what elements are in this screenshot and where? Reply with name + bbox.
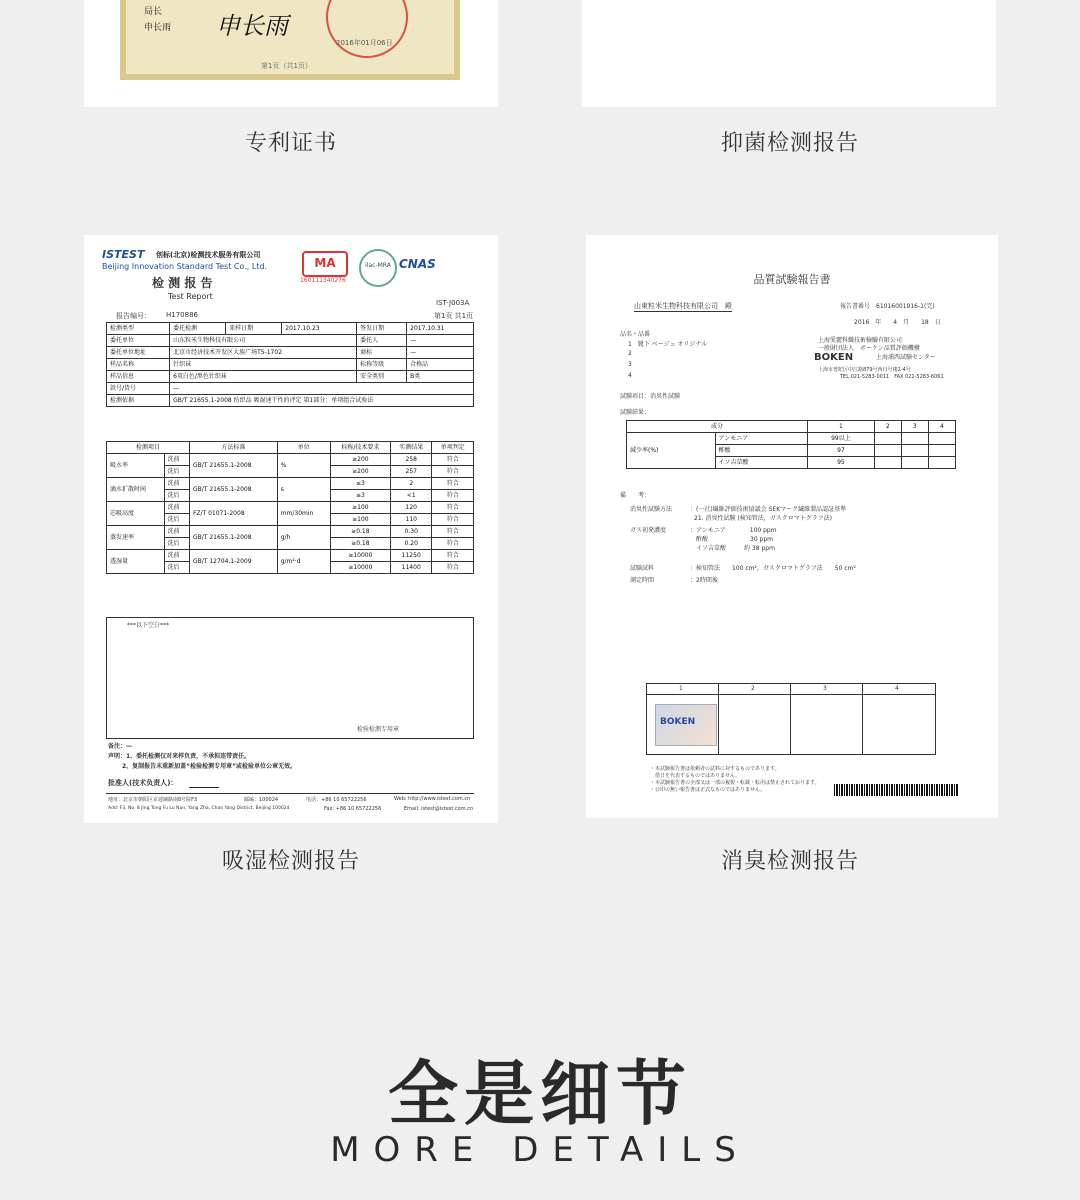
table-cell: 洗前 — [164, 526, 189, 538]
table-cell: 样品名称 — [107, 359, 170, 371]
approver-label: 批准人(技术负责人)： — [108, 779, 178, 787]
table-cell — [874, 445, 901, 457]
boken-sample-label: 試験試料 — [630, 565, 655, 572]
table-cell: <1 — [390, 490, 431, 502]
table-row — [107, 347, 474, 359]
certificate-date: 2016年01月06日 — [336, 39, 393, 47]
boken-lab-tel: TEL 021-5283-0011 FAX 021-5283-6061 — [840, 374, 944, 380]
footer-fax: Fax: +86 10 65722256 — [324, 806, 382, 812]
header-cell: 单项判定 — [432, 442, 474, 454]
table-cell: 洗前 — [164, 454, 189, 466]
table-cell: 委托单位 — [107, 335, 170, 347]
report-page: 第1页 共1页 — [434, 312, 474, 320]
table-row — [107, 371, 474, 383]
column-divider — [790, 684, 791, 754]
boken-date: 2016 年 4 月 18 日 — [854, 319, 941, 326]
table-cell: アンモニア — [715, 433, 808, 445]
boken-item-2: 2 — [628, 350, 632, 357]
report-number: H170886 — [166, 311, 198, 319]
ma-logo-icon: MA — [302, 251, 348, 277]
table-row — [107, 454, 474, 466]
ilac-mra-logo-icon: ilac-MRA — [359, 249, 397, 287]
boken-gas-1: ：アンモニア 100 ppm — [690, 527, 777, 534]
director-label: 局长 — [144, 7, 163, 17]
table-cell: 商标 — [357, 347, 407, 359]
boken-lab-name: 上海愛麗科織技術檢驗有限公司 — [818, 337, 903, 344]
table-row — [107, 359, 474, 371]
header-cell: 2 — [874, 421, 901, 433]
footer-address: 地址：北京市朝阳区京通辅路南8号院F3 — [108, 797, 198, 803]
boken-logo: BOKEN — [814, 352, 854, 363]
boken-lab-sub1: 一般財団法人 ボーケン品質評価機構 — [818, 345, 920, 352]
table-cell: 2 — [390, 478, 431, 490]
row-label: 減少率(%) — [627, 433, 716, 469]
table-cell: 吸水率 — [107, 454, 165, 478]
remark: 备注：— — [108, 743, 133, 750]
report-title-en: Test Report — [168, 292, 213, 301]
table-cell: ≥10000 — [330, 550, 390, 562]
boken-item-1: 1 靴下 ベージュ オリジナル — [628, 341, 708, 348]
boken-test-item: 試験項目：消臭性試験 — [620, 393, 681, 400]
table-row — [107, 383, 474, 395]
boken-footer-2: 借日を代表するものではありません。 — [650, 773, 741, 779]
table-cell: 滴水扩散时间 — [107, 478, 165, 502]
table-cell: — — [407, 347, 474, 359]
table-cell: g/h — [277, 526, 330, 550]
footer-divider — [106, 793, 474, 794]
caption-moisture: 吸湿检测报告 — [221, 849, 360, 874]
table-cell: 款号/货号 — [107, 383, 170, 395]
patent-certificate-image — [120, 0, 460, 80]
table-cell: 2017.10.23 — [282, 323, 357, 335]
photo-header-row — [647, 684, 935, 695]
table-cell: 委托检测 — [170, 323, 226, 335]
table-cell: 芯吸高度 — [107, 502, 165, 526]
table-cell — [874, 457, 901, 469]
report-code: IST-J003A — [436, 299, 470, 307]
table-cell: 0.30 — [390, 526, 431, 538]
director-signature: 申长雨 — [216, 12, 288, 40]
table-cell: ≥10000 — [330, 562, 390, 574]
moisture-report-card — [84, 235, 498, 823]
table-cell: GB/T 21655.1-2008 纺织品 吸湿速干性的评定 第1部分：单项组合试验法 — [170, 395, 474, 407]
table-cell: ≤3 — [330, 478, 390, 490]
table-cell: ≥100 — [330, 514, 390, 526]
table-cell — [928, 433, 955, 445]
header-cell: 1 — [808, 421, 875, 433]
table-cell: 11250 — [390, 550, 431, 562]
table-cell: 合格品 — [407, 359, 474, 371]
caption-patent: 专利证书 — [244, 131, 337, 156]
sample-boken-label: BOKEN — [660, 717, 696, 727]
boken-photo-table — [646, 683, 936, 755]
table-cell: 蒸发速率 — [107, 526, 165, 550]
table-cell: ≥0.18 — [330, 538, 390, 550]
table-row — [627, 433, 956, 445]
boken-time-label: 測定時間 — [630, 577, 655, 584]
table-row — [107, 502, 474, 514]
table-cell: 洗前 — [164, 502, 189, 514]
table-cell: 洗后 — [164, 466, 189, 478]
blank-note: ***以下空白*** — [127, 622, 170, 629]
boken-sample-text: ：検知管法 100 cm²，ガスクロマトグラフ法 50 cm² — [690, 565, 856, 572]
table-cell: 符合 — [432, 466, 474, 478]
section-title: 全是细节 — [388, 1053, 692, 1135]
table-cell: 洗前 — [164, 478, 189, 490]
table-cell: 检测依据 — [107, 395, 170, 407]
column-divider — [718, 684, 719, 754]
table-header-row — [107, 442, 474, 454]
photo-header-2: 2 — [751, 685, 755, 692]
boken-note-label: 備 考： — [620, 492, 651, 499]
table-row — [107, 335, 474, 347]
footer-postcode: 邮编：100024 — [244, 797, 279, 803]
table-cell: 透湿量 — [107, 550, 165, 574]
table-cell: 洗后 — [164, 490, 189, 502]
table-cell: 99以上 — [808, 433, 875, 445]
table-cell: 符合 — [432, 538, 474, 550]
caption-antibacterial: 抑菌检测报告 — [720, 131, 859, 156]
table-cell: ≤3 — [330, 490, 390, 502]
report-number-label: 报告编号： — [116, 312, 151, 320]
antibacterial-report-card — [582, 0, 996, 107]
table-cell: mm/30min — [277, 502, 330, 526]
boken-gas-label: ガス初発濃度 — [630, 527, 667, 534]
table-cell: 签发日期 — [357, 323, 407, 335]
official-seal-icon — [326, 0, 408, 58]
table-cell: 洗前 — [164, 550, 189, 562]
table-cell: GB/T 21655.1-2008 — [189, 454, 277, 478]
boken-report-number: 報告書番号 61016001916-1(完) — [840, 303, 935, 310]
boken-lab-address: 上海市普陀区中江路879号西日号楼2-4号 — [818, 367, 911, 373]
table-cell: イソ吉草酸 — [715, 457, 808, 469]
table-cell — [901, 433, 928, 445]
boken-method-text-2: 21. 消臭性試験 (検知管法，ガスクロマトグラフ法) — [694, 515, 832, 522]
table-cell: 洗后 — [164, 514, 189, 526]
table-cell: 北京市经济技术开发区大族广场T5-1702 — [170, 347, 357, 359]
table-row — [107, 323, 474, 335]
istest-logo: ISTEST — [102, 248, 145, 261]
statement-2: 2、复制报告未重新加盖“检验检测专用章”或检验单位公章无效。 — [122, 763, 297, 770]
table-cell: 符合 — [432, 454, 474, 466]
table-cell: 检测类型 — [107, 323, 170, 335]
header-cell: 实测结果 — [390, 442, 431, 454]
header-cell: 方法标准 — [189, 442, 277, 454]
table-header-row — [627, 421, 956, 433]
table-cell: 2017.10.31 — [407, 323, 474, 335]
table-cell: ≥100 — [330, 502, 390, 514]
photo-header-1: 1 — [679, 685, 683, 692]
sample-info-table — [106, 322, 474, 407]
table-cell: 95 — [808, 457, 875, 469]
boken-item-3: 3 — [628, 361, 632, 368]
table-cell: 针织袜 — [170, 359, 357, 371]
table-cell: 11400 — [390, 562, 431, 574]
boken-result-table — [626, 420, 956, 469]
table-cell: 标称等级 — [357, 359, 407, 371]
istest-company-cn: 创标(北京)检测技术服务有限公司 — [156, 251, 261, 259]
patent-certificate-card — [84, 0, 498, 107]
table-cell: B类 — [407, 371, 474, 383]
deodorant-report-card — [586, 235, 998, 818]
table-row — [107, 550, 474, 562]
table-cell: ≥200 — [330, 454, 390, 466]
approver-signature — [189, 771, 225, 788]
table-cell: 符合 — [432, 562, 474, 574]
photo-header-4: 4 — [895, 685, 899, 692]
footer-address-en: Add: F3, No. 8 Jing Tong Fu Lu Nan, Yang Zha, Chao Yang District, Beijing 100024 — [108, 806, 290, 811]
statement-1: 声明：1、委托检测仅对来样负责，不承担连带责任。 — [108, 753, 251, 760]
footer-web: Web: http://www.istest.com.cn — [394, 796, 471, 802]
table-cell: 97 — [808, 445, 875, 457]
table-cell: 洗后 — [164, 562, 189, 574]
barcode-icon — [834, 784, 958, 796]
boken-item-4: 4 — [628, 372, 632, 379]
istest-company-en: Beijing Innovation Standard Test Co., Ltd. — [102, 262, 268, 271]
table-row — [107, 526, 474, 538]
boken-gas-2: 酢酸 30 ppm — [690, 536, 774, 543]
boken-item-label: 品名・品番 — [620, 331, 651, 338]
table-cell: 6双白色/黑色针织袜 — [170, 371, 357, 383]
test-results-table — [106, 441, 474, 574]
seal-label: 检验检测专用章 — [357, 726, 400, 733]
table-cell: 样品信息 — [107, 371, 170, 383]
section-subtitle: MORE DETAILS — [330, 1130, 750, 1170]
boken-method-label: 消臭性試験方法 — [630, 506, 673, 513]
table-cell: s — [277, 478, 330, 502]
table-cell: g/m²·d — [277, 550, 330, 574]
table-cell: 安全类别 — [357, 371, 407, 383]
header-cell: 单位 — [277, 442, 330, 454]
table-cell: ≥0.18 — [330, 526, 390, 538]
director-name: 申长雨 — [144, 23, 172, 33]
boken-method-text: ：(一社)繊維評価技術協議会 SEKマーク繊維製品認証基準 — [690, 506, 847, 513]
table-cell: 0.20 — [390, 538, 431, 550]
table-cell — [901, 445, 928, 457]
table-cell: 来样日期 — [226, 323, 282, 335]
table-cell — [928, 445, 955, 457]
table-cell: 符合 — [432, 550, 474, 562]
header-cell: 标称/技术要求 — [330, 442, 390, 454]
table-cell: 山东粒米生物科技有限公司 — [170, 335, 357, 347]
table-cell: 酢酸 — [715, 445, 808, 457]
table-cell: — — [407, 335, 474, 347]
boken-client: 山東粒米生物科技有限公司 殿 — [634, 302, 732, 310]
column-divider — [862, 684, 863, 754]
boken-result-label: 試験結果： — [620, 409, 651, 416]
table-cell: GB/T 12704.1-2009 — [189, 550, 277, 574]
header-cell: 3 — [901, 421, 928, 433]
table-cell: 符合 — [432, 490, 474, 502]
ma-number: 160111340276 — [300, 277, 346, 284]
certificate-page: 第1页（共1页） — [261, 62, 312, 70]
table-cell: GB/T 21655.1-2008 — [189, 478, 277, 502]
table-row — [107, 478, 474, 490]
table-cell: 委托单位地址 — [107, 347, 170, 359]
table-cell: 258 — [390, 454, 431, 466]
caption-deodorant: 消臭检测报告 — [720, 849, 859, 874]
table-cell: GB/T 21655.1-2008 — [189, 526, 277, 550]
blank-area — [106, 617, 474, 739]
table-cell: 120 — [390, 502, 431, 514]
table-cell: 符合 — [432, 502, 474, 514]
table-cell — [874, 433, 901, 445]
boken-footer-1: ・本試験報告書は依頼者の試料に対するものであります。 — [650, 766, 780, 772]
table-row — [107, 395, 474, 407]
header-cell: 成分 — [627, 421, 808, 433]
footer-email: Email: istest@istest.com.cn — [404, 806, 474, 812]
table-cell — [928, 457, 955, 469]
table-cell: 洗后 — [164, 538, 189, 550]
cnas-logo-icon: CNAS — [399, 257, 436, 271]
table-cell: — — [170, 383, 474, 395]
sample-photo — [655, 704, 717, 746]
table-cell: 110 — [390, 514, 431, 526]
table-cell: 符合 — [432, 478, 474, 490]
boken-lab-sub2: 上海浦西試験センター — [876, 354, 936, 361]
boken-title: 品質試験報告書 — [753, 273, 831, 286]
footer-tel: 电话：+86 10 65722256 — [306, 797, 367, 803]
table-cell: 符合 — [432, 514, 474, 526]
table-cell: FZ/T 01071-2008 — [189, 502, 277, 526]
header-cell: 4 — [928, 421, 955, 433]
boken-footer-3: ・本試験報告書の全部又は一部の複製・転載・転用は禁止されております。 — [650, 780, 820, 786]
table-cell: 257 — [390, 466, 431, 478]
table-cell: % — [277, 454, 330, 478]
table-cell: 委托人 — [357, 335, 407, 347]
header-cell: 检测项目 — [107, 442, 190, 454]
table-cell — [901, 457, 928, 469]
boken-footer-4: ・公印の無い報告書は正式なものではありません。 — [650, 787, 766, 793]
photo-header-3: 3 — [823, 685, 827, 692]
table-cell: ≥200 — [330, 466, 390, 478]
table-cell: 符合 — [432, 526, 474, 538]
boken-gas-3: イソ吉草酸 約 38 ppm — [690, 545, 775, 552]
boken-time-text: ：2時間後 — [690, 577, 718, 584]
report-title-cn: 检 测 报 告 — [152, 276, 213, 290]
